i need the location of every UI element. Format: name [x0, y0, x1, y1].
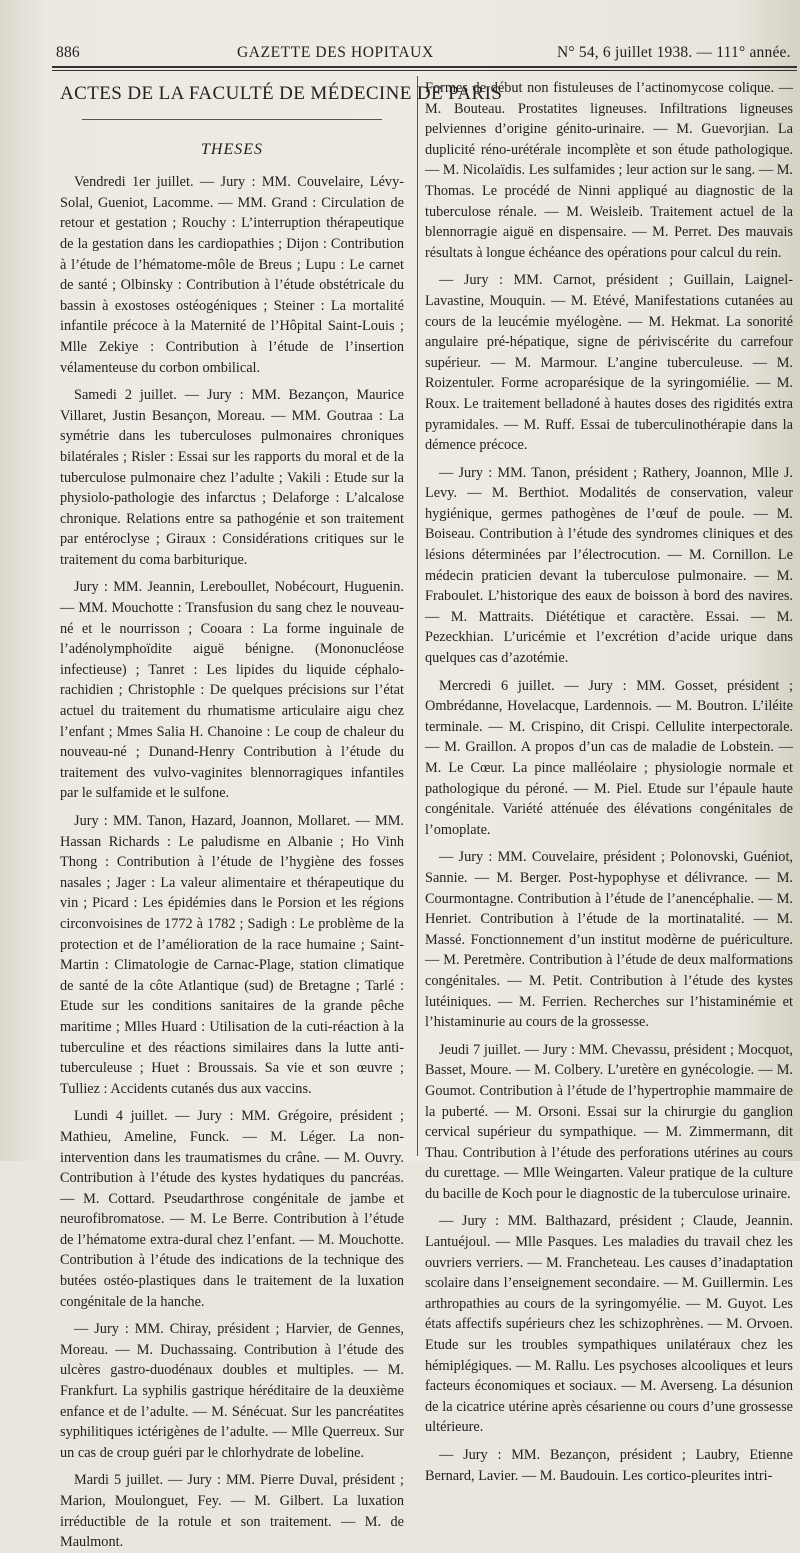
paragraph: — Jury : MM. Balthazard, président ; Claude, Jeannin. Lantuéjoul. — Mlle Pasques. Les maladies du travail chez les ouvriers verriers. — M. Francheteau. Les causes d’inadaptation scolaire dans l’enseignement secondaire. — M. Guillermin. Les arthropathies au cours de la syringomyélie. — M. Guyot. Les états affectifs supérieurs chez les schizophrènes. — M. Orvoen. Etude sur les troubles sympathiques unilatéraux chez les hémiplégiques. — M. Rallu. Les psychoses alcooliques et leurs facteurs économiques et sociaux. — M. Averseng. La désunion de la cicatrice utérine après césarienne ou cours d’une grossesse ultérieure.: [425, 1213, 793, 1436]
paragraph: Lundi 4 juillet. — Jury : MM. Grégoire, président ; Mathieu, Ameline, Funck. — M. Léger. La non-intervention dans les traumatismes du crâne. — M. Ouvry. Contribution à l’étude des kystes hydatiques du pancréas. — M. Cottard. Pseudarthrose congénitale de jambe et neurofibromatose. — M. Le Berre. Contribution à l’étude de l’hématome extra-dural chez l’enfant. — M. Mouchotte. Contribution à l’étude des indications de la technique des butées ostéo-plastiques dans le traitement de la luxation congénitale de la hanche.: [60, 1108, 404, 1310]
section-title: ACTES DE LA FACULTÉ DE MÉDECINE DE PARIS: [60, 83, 503, 104]
header-rule-thin: [52, 70, 797, 71]
paragraph: — Jury : MM. Tanon, président ; Rathery, Joannon, Mlle J. Levy. — M. Berthiot. Modalités de conservation, valeur hygiénique, germes pathogènes de l’œuf de poule. — M. Boiseau. Contribution à l’étude des syndromes cliniques et des lésions déterminées par l’électrocution. — M. Cornillon. Le médecin praticien devant la tuberculose pulmonaire. — M. Fraboulet. L’historique des eaux de boisson à bord des navires. — M. Mattraits. Diététique et caractère. Essai. — M. Pezeckhian. L’uricémie et l’excrétion d’acide urique dans quelques cas d’azotémie.: [425, 464, 793, 667]
section-rule: [82, 119, 382, 120]
paragraph: — Jury : MM. Carnot, président ; Guillain, Laignel-Lavastine, Mouquin. — M. Etévé, Manifestations cutanées au cours de la leucémie myélogène. — M. Hekmat. La sonorité angulaire pré-hépatique, signe de périviscérite du carrefour supérieur. — M. Marmour. L’angine tuberculeuse. — M. Roizentuler. Forme acroparésique de la syringomiélie. — M. Roux. Le traitement belladoné à hautes doses des rigidités extra pyramidales. — M. Ruff. Essai de tuberculinothérapie dans la démence précoce.: [425, 272, 793, 454]
paragraph: Jury : MM. Jeannin, Lereboullet, Nobécourt, Huguenin. — MM. Mouchotte : Transfusion du sang chez le nouveau-né et le nourrisson ; Cooara : La forme inguinale de l’adénolymphoïdite aiguë bénigne. (Mononucléose infectieuse) ; Tanret : Les lipides du liquide céphalo-rachidien ; Christophle : De quelques précisions sur l’état actuel du traitement du rhumatisme articulaire aigu chez l’enfant ; Mmes Salia H. Chanoine : Le coup de chaleur du nouveau-né ; Dunand-Henry Contribution à l’étude du traitement des vulvo-vaginites blennorragiques infantiles par le sulfamide et le sulfone.: [60, 579, 404, 802]
paragraph: Formes de début non fistuleuses de l’actinomycose colique. — M. Bouteau. Prostatites ligneuses. Infiltrations ligneuses pelviennes d’origine génito-urinaire. — M. Guevorjian. La duplicité réno-urétérale incomplète et son étude pathologique. — M. Nicolaïdis. Les sulfamides ; leur action sur le sang. — M. Thomas. Le procédé de Ninni appliqué au diagnostic de la tuberculose rénale. — M. Weisleib. Traitement actuel de la blennorragie aiguë en dispensaire. — M. Perret. Des mauvais résultats à longue échéance des opérations pour calcul du rein.: [425, 80, 793, 261]
paragraph: — Jury : MM. Chiray, président ; Harvier, de Gennes, Moreau. — M. Duchassaing. Contribution à l’étude des ulcères gastro-duodénaux doubles et multiples. — M. Frankfurt. La syphilis gastrique héréditaire de la deuxième enfance et de l’adulte. — M. Sénécuat. Sur les pancréatites syphilitiques ictérigènes de l’adulte. — Mlle Querreux. Sur un cas de croup guéri par le chlorhydrate de lobeline.: [60, 1321, 404, 1461]
page-number: 886: [56, 44, 80, 61]
paragraph: Mercredi 6 juillet. — Jury : MM. Gosset, président ; Ombrédanne, Hovelacque, Lardennois. — M. Boutron. L’iléite terminale. — M. Crispino, dit Crispi. Cellulite interpectorale. — M. Graillon. A propos d’un cas de maladie de Lobstein. — M. Le Cœur. La pince malléolaire ; physiologie normale et pathologique du péroné. — M. Piel. Etude sur l’épaule haute congénitale. Variété atténuée des élévations congénitales de l’omoplate.: [425, 677, 793, 838]
header-rule: [52, 66, 797, 68]
left-column: [60, 78, 503, 1553]
paragraph: Vendredi 1er juillet. — Jury : MM. Couvelaire, Lévy-Solal, Gueniot, Lacomme. — MM. Grand : Circulation de retour et gestation ; Rouchy : L’interruption thérapeutique de la gestation dans les cardiopathies ; Dijon : Contribution à l’étude de l’hématome-môle de Breus ; Lupu : Le carnet de santé ; Olbinsky : Contribution à l’étude obstétricale du bassin à exostoses ostéogéniques ; Steiner : La mortalité infantile précoce à la Maternité de l’Hôpital Saint-Louis ; Mlle Zekiye : Contribution à l’étude de l’insertion vélamenteuse du corbon ombilical.: [60, 174, 404, 376]
journal-title: GAZETTE DES HOPITAUX: [237, 44, 434, 61]
issue-info: N° 54, 6 juillet 1938. — 111° année.: [557, 44, 791, 61]
paragraph: — Jury : MM. Bezançon, président ; Laubry, Etienne Bernard, Lavier. — M. Baudouin. Les cortico-pleurites intri-: [425, 1447, 793, 1484]
paragraph: Mardi 5 juillet. — Jury : MM. Pierre Duval, président ; Marion, Moulonguet, Fey. — M. Gilbert. La luxation irréductible de la rotule et son traitement. — M. de Maulmont.: [60, 1472, 404, 1551]
subsection-title: THESES: [201, 140, 263, 158]
column-divider: [417, 76, 418, 1156]
paragraph: Jury : MM. Tanon, Hazard, Joannon, Mollaret. — MM. Hassan Richards : Le paludisme en Albanie ; Ho Vinh Thong : Contribution à l’étude de l’hygiène des fosses nasales ; Jager : La valeur alimentaire et thérapeutique du vin ; Picard : Les épidémies dans le Porsion et les régions circonvoisines de 1772 à 1782 ; Sadigh : Le problème de la protection et de l’amélioration de la race humaine ; Saint-Martin : Climatologie de Carnac-Plage, station climatique de santé de la côte Atlantique (sud) de Bretagne ; Tarlé : Etude sur les conditions sanitaires de la grande pêche maritime ; Mlles Huard : Utilisation de la cuti-réaction à la tuberculine et des réactions similaires dans la lutte anti-tuberculeuse ; Huet : Broussais. Sa vie et son œuvre ; Tulliez : Accidents cutanés dus aux vaccins.: [60, 813, 404, 1097]
page-header: [52, 44, 797, 66]
paragraph: Samedi 2 juillet. — Jury : MM. Bezançon, Maurice Villaret, Justin Besançon, Moreau. — MM. Goutraa : La symétrie dans les tuberculoses pulmonaires chroniques bilatérales ; Risler : Essai sur les rapports du moral et de la tuberculose pulmonaire chez l’adulte ; Vakili : Etude sur la physiolo-pathologie des infarctus ; Delaforge : L’alcalose chronique. Relations entre sa pathogénie et son traitement par entéroclyse ; Giraux : Considérations critiques sur le traitement du coma barbiturique.: [60, 387, 404, 568]
paragraph: Jeudi 7 juillet. — Jury : MM. Chevassu, président ; Mocquot, Basset, Moure. — M. Colbery. L’uretère en gynécologie. — M. Goumot. Contribution à l’étude de l’hypertrophie mammaire de la puberté. — M. Orsoni. Essai sur la chirurgie du ganglion cervical supérieur du sympathique. — M. Zimmermann, dit Thau. Contribution à l’étude des perforations utérines au cours du curettage. — Mlle Weingarten. Valeur pratique de la culture du bacille de Koch pour le diagnostic de la tuberculose urinaire.: [425, 1041, 793, 1202]
right-column: [425, 78, 793, 1486]
paragraph: — Jury : MM. Couvelaire, président ; Polonovski, Guéniot, Sannie. — M. Berger. Post-hypophyse et délivrance. — M. Courmontagne. Contribution à l’étude de l’anencéphalie. — M. Henriet. Contribution à l’étude de la mortinatalité. — M. Massé. Fonctionnement d’un institut modèrne de puériculture. — M. Peretmère. Contribution à l’étude de deux malformations congénitales. — M. Petit. Contribution à l’étude des kystes lutéiniques. — M. Ferrien. Recherches sur l’histaminémie et l’histaminurie au cours de la grossesse.: [425, 849, 793, 1031]
